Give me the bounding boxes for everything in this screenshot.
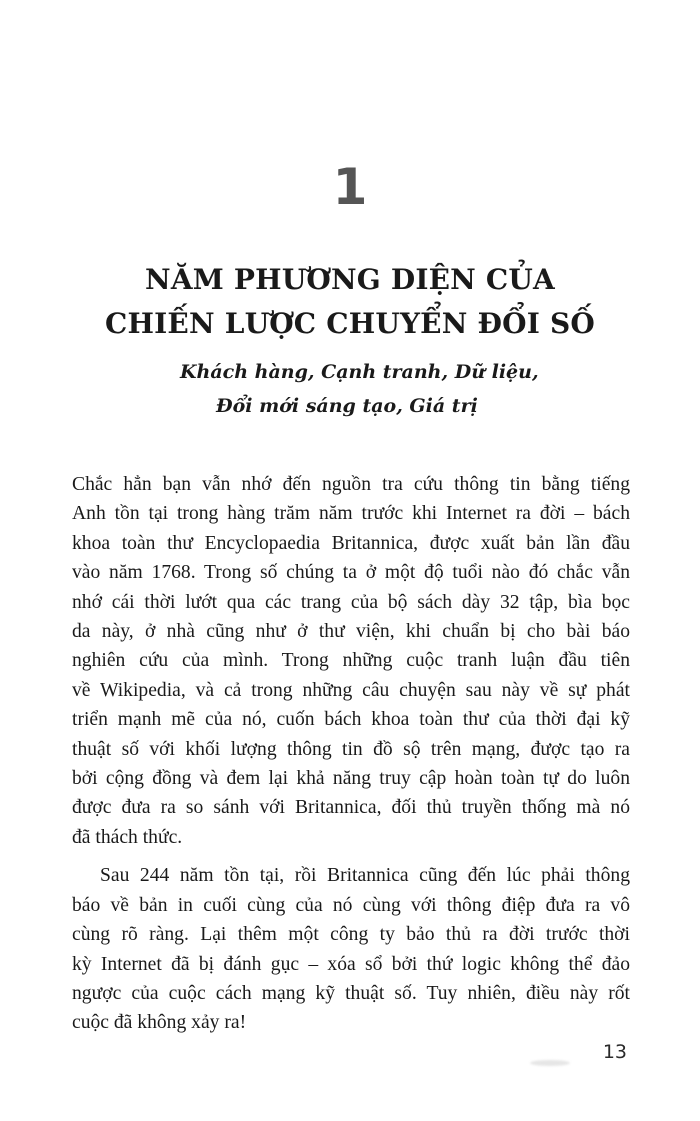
chapter-subtitle-line: Khách hàng, Cạnh tranh, Dữ liệu, — [180, 361, 539, 383]
text-line: thuật số với khối lượng thông tin đồ sộ trên mạng, được tạo ra — [72, 738, 630, 760]
chapter-number: 1 — [332, 158, 368, 216]
text-line: về Wikipedia, và cả trong những câu chuyện sau này về sự phát — [72, 679, 630, 701]
text-line: được đưa ra so sánh với Britannica, đối thủ truyền thống mà nó — [72, 797, 630, 819]
text-line: Sau 244 năm tồn tại, rồi Britannica cũng đến lúc phải thông — [100, 865, 630, 887]
text-line: đã thách thức. — [72, 826, 183, 848]
text-line: kỳ Internet đã bị đánh gục – xóa sổ bởi thứ logic không thể đảo — [72, 953, 630, 975]
scan-smudge — [530, 1060, 570, 1066]
text-line: Anh tồn tại trong hàng trăm năm trước khi Internet ra đời – bách — [72, 503, 630, 525]
chapter-title-line: NĂM PHƯƠNG DIỆN CỦA — [145, 263, 555, 296]
chapter-subtitle-line: Đổi mới sáng tạo, Giá trị — [216, 395, 478, 417]
text-line: triển mạnh mẽ của nó, cuốn bách khoa toàn thư của thời đại kỹ — [72, 709, 630, 731]
text-line: da này, ở nhà cũng như ở thư viện, khi chuẩn bị cho bài báo — [72, 621, 630, 643]
text-line: bởi cộng đồng và đem lại khả năng truy cập hoàn toàn tự do luôn — [72, 768, 630, 790]
text-line: vào năm 1768. Trong số chúng ta ở một độ tuổi nào đó chắc vẫn — [72, 562, 630, 584]
chapter-title-line: CHIẾN LƯỢC CHUYỂN ĐỔI SỐ — [104, 307, 595, 340]
text-line: báo về bản in cuối cùng của nó cùng với thông điệp đưa ra vô — [72, 894, 630, 916]
chapter-title — [0, 258, 700, 346]
body-text — [72, 470, 630, 1038]
text-line: nghiên cứu của mình. Trong những cuộc tranh luận đầu tiên — [72, 650, 630, 672]
text-line: cùng rõ ràng. Lại thêm một công ty bảo thủ ra đời trước thời — [72, 924, 630, 946]
text-line: Chắc hẳn bạn vẫn nhớ đến nguồn tra cứu thông tin bằng tiếng — [72, 474, 630, 495]
paragraph — [72, 861, 630, 1037]
paragraph — [72, 470, 630, 852]
text-line: ngược của cuộc cách mạng kỹ thuật số. Tuy nhiên, điều này rốt — [72, 982, 630, 1004]
text-line: nhớ cái thời lướt qua các trang của bộ sách dày 32 tập, bìa bọc — [72, 591, 630, 613]
text-line: khoa toàn thư Encyclopaedia Britannica, được xuất bản lần đầu — [72, 532, 630, 554]
text-line: cuộc đã không xảy ra! — [72, 1012, 247, 1034]
page-number: 13 — [602, 1041, 627, 1063]
